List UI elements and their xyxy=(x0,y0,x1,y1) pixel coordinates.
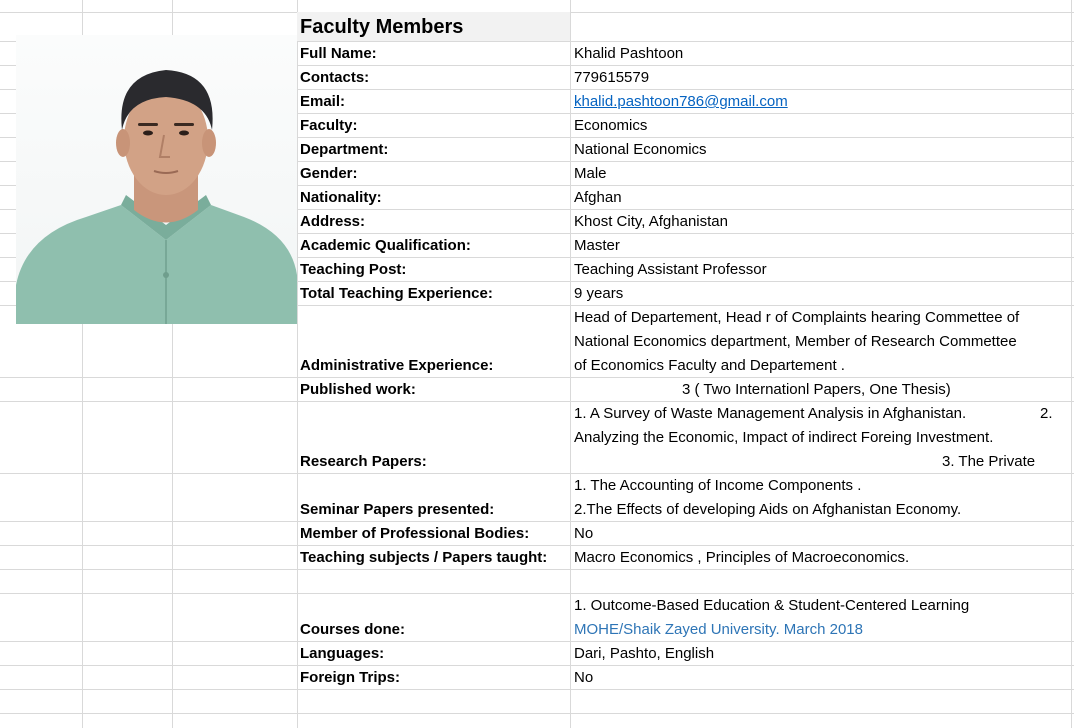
field-value: Head of Departement, Head r of Complaints hearing Commettee of xyxy=(574,309,1020,326)
grid-row-line xyxy=(0,665,1074,666)
field-value: Master xyxy=(574,237,620,254)
field-label: Full Name: xyxy=(300,45,377,62)
field-label: Administrative Experience: xyxy=(300,357,494,374)
field-value: Analyzing the Economic, Impact of indirect Foreing Investment. xyxy=(574,429,994,446)
field-value: 3. The Private xyxy=(942,453,1036,470)
field-value: 2.The Effects of developing Aids on Afghanistan Economy. xyxy=(574,501,962,518)
field-label: Courses done: xyxy=(300,621,406,638)
field-value: 3 ( Two Internationl Papers, One Thesis) xyxy=(682,381,951,398)
field-label: Teaching Post: xyxy=(300,261,407,278)
field-value: Khost City, Afghanistan xyxy=(574,213,728,230)
grid-column-line xyxy=(570,0,571,728)
field-label: Published work: xyxy=(300,381,416,398)
field-label: Faculty: xyxy=(300,117,358,134)
field-label: Member of Professional Bodies: xyxy=(300,525,530,542)
grid-row-line xyxy=(0,713,1074,714)
field-value: No xyxy=(574,669,594,686)
field-label: Address: xyxy=(300,213,366,230)
field-value: 9 years xyxy=(574,285,624,302)
grid-row-line xyxy=(0,473,1074,474)
field-value: Teaching Assistant Professor xyxy=(574,261,767,278)
field-value: National Economics xyxy=(574,141,707,158)
field-label: Department: xyxy=(300,141,389,158)
field-value: No xyxy=(574,525,594,542)
field-label: Contacts: xyxy=(300,69,370,86)
field-value: Afghan xyxy=(574,189,622,206)
grid-row-line xyxy=(0,641,1074,642)
field-label: Teaching subjects / Papers taught: xyxy=(300,549,548,566)
person-portrait-icon xyxy=(16,35,297,324)
field-label: Languages: xyxy=(300,645,385,662)
field-label: Research Papers: xyxy=(300,453,427,470)
grid-column-line xyxy=(1071,0,1072,728)
field-value: Male xyxy=(574,165,607,182)
profile-photo xyxy=(16,35,297,324)
field-value: Khalid Pashtoon xyxy=(574,45,684,62)
field-label: Nationality: xyxy=(300,189,382,206)
grid-column-line xyxy=(297,0,298,728)
field-value: Macro Economics , Principles of Macroeconomics. xyxy=(574,549,910,566)
grid-row-line xyxy=(0,689,1074,690)
field-value: of Economics Faculty and Departement . xyxy=(574,357,845,374)
field-label: Gender: xyxy=(300,165,358,182)
field-label: Total Teaching Experience: xyxy=(300,285,493,302)
field-label: Email: xyxy=(300,93,346,110)
field-value: Economics xyxy=(574,117,648,134)
field-value: 1. A Survey of Waste Management Analysis in Afghanistan. xyxy=(574,405,967,422)
field-value: National Economics department, Member of Research Commettee xyxy=(574,333,1017,350)
field-value: Dari, Pashto, English xyxy=(574,645,715,662)
field-label: Foreign Trips: xyxy=(300,669,401,686)
field-label: Seminar Papers presented: xyxy=(300,501,495,518)
field-value: 779615579 xyxy=(574,69,650,86)
field-value: 1. The Accounting of Income Components . xyxy=(574,477,862,494)
email-link[interactable]: khalid.pashtoon786@gmail.com xyxy=(574,93,788,110)
field-label: Academic Qualification: xyxy=(300,237,471,254)
field-value: MOHE/Shaik Zayed University. March 2018 xyxy=(574,621,863,638)
page-title: Faculty Members xyxy=(300,16,464,38)
field-value: 1. Outcome-Based Education & Student-Centered Learning xyxy=(574,597,970,614)
field-value: 2. xyxy=(1040,405,1053,422)
